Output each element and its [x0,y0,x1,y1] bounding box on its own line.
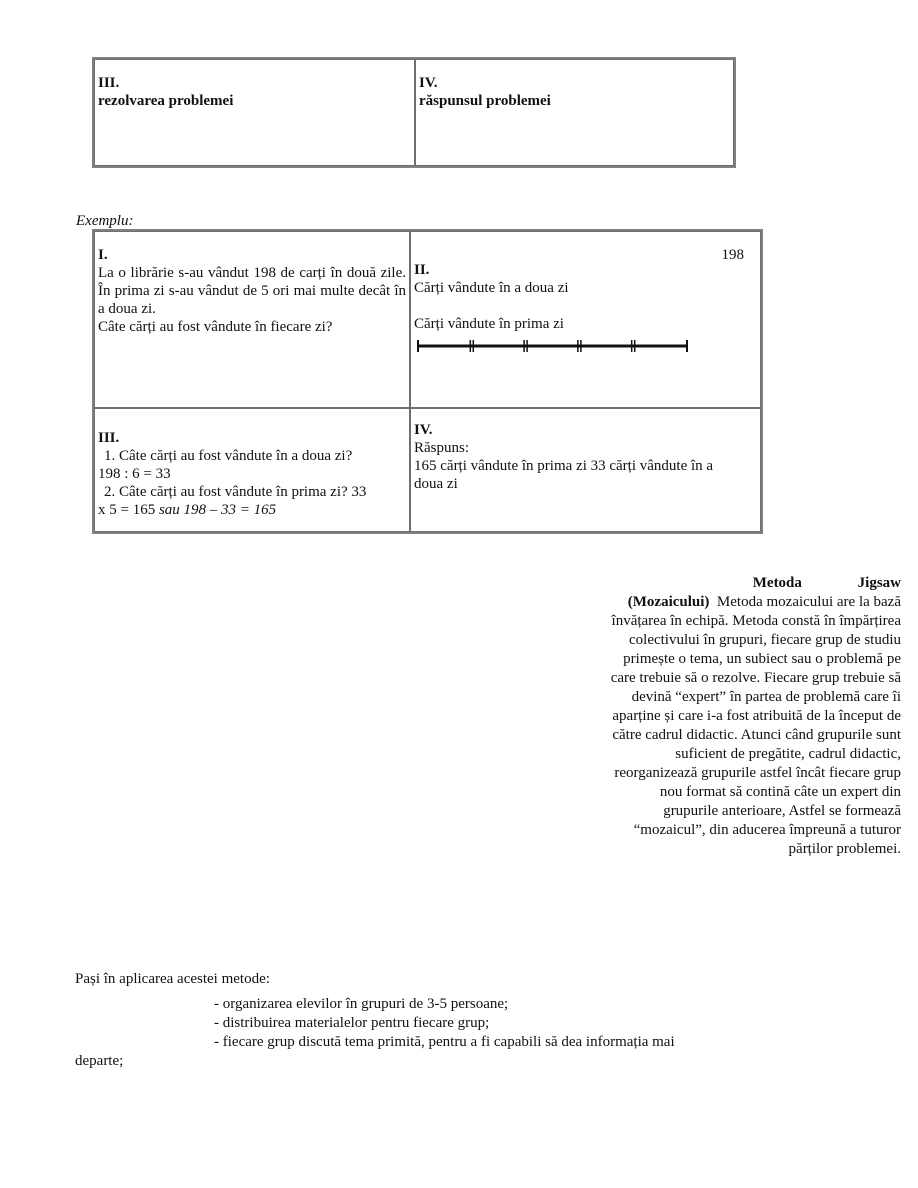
segment-diagram [417,338,692,354]
answer-1: 198 : 6 = 33 [98,466,171,482]
jigsaw-body: Metoda mozaicului are la bază învățarea în echipă. Metoda constă în împărțirea colectivului în grupuri, fiecare grup de studiu primește o tema, un subiect sau o problemă pe care trebuie să o rezolve. Fiecare grup trebuie să devină “expert” în partea de problemă care îi aparține și care i-a fost atribuită de la început de către cadrul didactic. Atunci când grupurile sunt suficient de pregătite, cadrul didactic, reorganizează grupurile astfel încât fiecare grup nou format să contină câte un expert din grupurile anterioare, Astfel se formează “mozaicul”, din aducerea împreună a tuturor părților problemei. [610,594,901,857]
question-1: 1. Câte cărți au fost vândute în a doua zi? [104,448,353,464]
template-cell-solution [94,59,415,166]
answer-2-plain: x 5 = 165 [98,502,159,518]
jigsaw-subtitle: (Mozaicului) [627,594,710,610]
steps-heading: Pași în aplicarea acestei metode: [75,971,270,987]
answer-2 [98,501,406,519]
cell-numeral: II. [414,262,430,278]
cell-title: rezolvarea problemei [98,93,234,109]
jigsaw-paragraph [605,574,901,859]
jigsaw-title: Metoda Jigsaw [752,575,901,591]
cell-numeral: IV. [414,422,433,438]
step-continuation: departe; [75,1053,124,1069]
example-cell-solution [94,408,410,532]
first-day-label: Cărți vândute în prima zi [414,316,564,332]
example-cell-answer [410,408,761,532]
example-label: Exemplu: [76,213,134,229]
step-item: - fiecare grup discută tema primită, pentru a fi capabili să dea informația mai [214,1034,675,1050]
step-item: - distribuirea materialelor pentru fiecare grup; [214,1015,490,1031]
template-cell-answer [415,59,734,166]
answer-text: 165 cărți vândute în prima zi 33 cărți vândute în a doua zi [414,458,714,492]
problem-question: Câte cărți au fost vândute în fiecare zi? [98,319,333,335]
example-table [92,229,763,534]
cell-numeral: IV. [419,75,438,91]
answer-2-alt: sau 198 – 33 = 165 [158,502,277,518]
step-item: - organizarea elevilor în grupuri de 3-5 persoane; [214,996,509,1012]
example-cell-problem [94,231,410,408]
problem-text: La o librărie s-au vândut 198 de carți în două zile. În prima zi s-au vândut de 5 ori mai multe decât în a doua zi. [98,265,406,317]
answer-label: Răspuns: [414,440,470,456]
cell-numeral: I. [98,247,108,263]
second-day-label: Cărți vândute în a doua zi [414,280,569,296]
example-cell-diagram [410,231,761,408]
template-table [92,57,736,168]
cell-numeral: III. [98,430,120,446]
total-label: 198 [721,247,744,263]
cell-title: răspunsul problemei [419,93,551,109]
question-2: 2. Câte cărți au fost vândute în prima zi? 33 [104,484,367,500]
steps-list [75,995,795,1070]
cell-numeral: III. [98,75,120,91]
